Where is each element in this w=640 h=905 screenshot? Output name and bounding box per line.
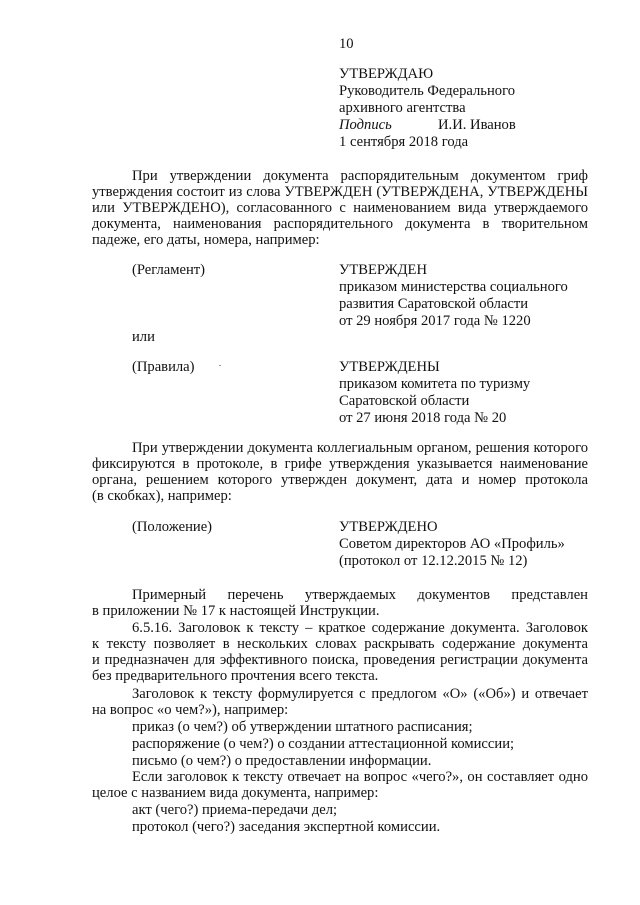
- approval-position-line1: Руководитель Федерального: [339, 83, 515, 99]
- para5-line2: на вопрос «о чем?»), например:: [92, 702, 289, 718]
- para1-line4: документа, наименования распорядительного документа в творительном: [92, 216, 588, 232]
- example1-line1: приказом министерства социального: [339, 279, 568, 295]
- example2-line2: Саратовской области: [339, 393, 470, 409]
- para2-line3: органа, решением которого утвержден документ, дата и номер протокола: [92, 472, 588, 488]
- approval-title: УТВЕРЖДАЮ: [339, 66, 434, 82]
- example-chego-1: акт (чего?) приема-передачи дел;: [132, 802, 338, 818]
- example1-doc-type: (Регламент): [132, 262, 206, 278]
- example2-title: УТВЕРЖДЕНЫ: [339, 359, 440, 375]
- para2-line4: (в скобках), например:: [92, 488, 232, 504]
- para4-line2: к тексту позволяет в нескольких словах раскрывать содержание документа: [92, 636, 588, 652]
- para4-line1: 6.5.16. Заголовок к тексту – краткое содержание документа. Заголовок: [132, 620, 588, 636]
- page-number: 10: [339, 36, 354, 52]
- para4-line3: и предназначен для эффективного поиска, проведения регистрации документа: [92, 652, 588, 668]
- para4-line4: без предварительного прочтения всего текста.: [92, 668, 379, 684]
- example3-title: УТВЕРЖДЕНО: [339, 519, 438, 535]
- example1-line2: развития Саратовской области: [339, 296, 529, 312]
- para3-line1: Примерный перечень утверждаемых документов представлен: [132, 587, 588, 603]
- example2-line3: от 27 июня 2018 года № 20: [339, 410, 507, 426]
- example3-doc-type: (Положение): [132, 519, 213, 535]
- para6-line2: целое с названием вида документа, например:: [92, 785, 379, 801]
- example-o-chem-2: распоряжение (о чем?) о создании аттестационной комиссии;: [132, 736, 515, 752]
- para1-line1: При утверждении документа распорядительным документом гриф: [132, 168, 588, 184]
- approval-position-line2: архивного агентства: [339, 100, 466, 116]
- approval-signer: И.И. Иванов: [438, 117, 516, 133]
- para1-line2: утверждения состоит из слова УТВЕРЖДЕН (УТВЕРЖДЕНА, УТВЕРЖДЕНЫ: [92, 184, 588, 200]
- example3-line2: (протокол от 12.12.2015 № 12): [339, 553, 528, 569]
- para6-line1: Если заголовок к тексту отвечает на вопрос «чего?», он составляет одно: [132, 769, 588, 785]
- example-chego-2: протокол (чего?) заседания экспертной комиссии.: [132, 819, 441, 835]
- para1-line5: падеже, его даты, номера, например:: [92, 232, 320, 248]
- example-o-chem-1: приказ (о чем?) об утверждении штатного расписания;: [132, 719, 473, 735]
- para2-line1: При утверждении документа коллегиальным органом, решения которого: [132, 440, 588, 456]
- para5-line1: Заголовок к тексту формулируется с предлогом «О» («Об») и отвечает: [132, 686, 588, 702]
- para2-line2: фиксируются в протоколе, в грифе утверждения указывается наименование: [92, 456, 588, 472]
- or-word: или: [132, 329, 155, 345]
- example1-line3: от 29 ноября 2017 года № 1220: [339, 313, 531, 329]
- approval-date: 1 сентября 2018 года: [339, 134, 469, 150]
- example2-doc-type: (Правила): [132, 359, 195, 375]
- example3-line1: Советом директоров АО «Профиль»: [339, 536, 565, 552]
- example1-title: УТВЕРЖДЕН: [339, 262, 427, 278]
- scan-mark: [219, 365, 221, 366]
- example2-line1: приказом комитета по туризму: [339, 376, 531, 392]
- para3-line2: в приложении № 17 к настоящей Инструкции.: [92, 603, 380, 619]
- approval-signature-label: Подпись: [339, 117, 392, 133]
- example-o-chem-3: письмо (о чем?) о предоставлении информации.: [132, 753, 432, 769]
- para1-line3: или УТВЕРЖДЕНО), согласованного с наименованием вида утверждаемого: [92, 200, 588, 216]
